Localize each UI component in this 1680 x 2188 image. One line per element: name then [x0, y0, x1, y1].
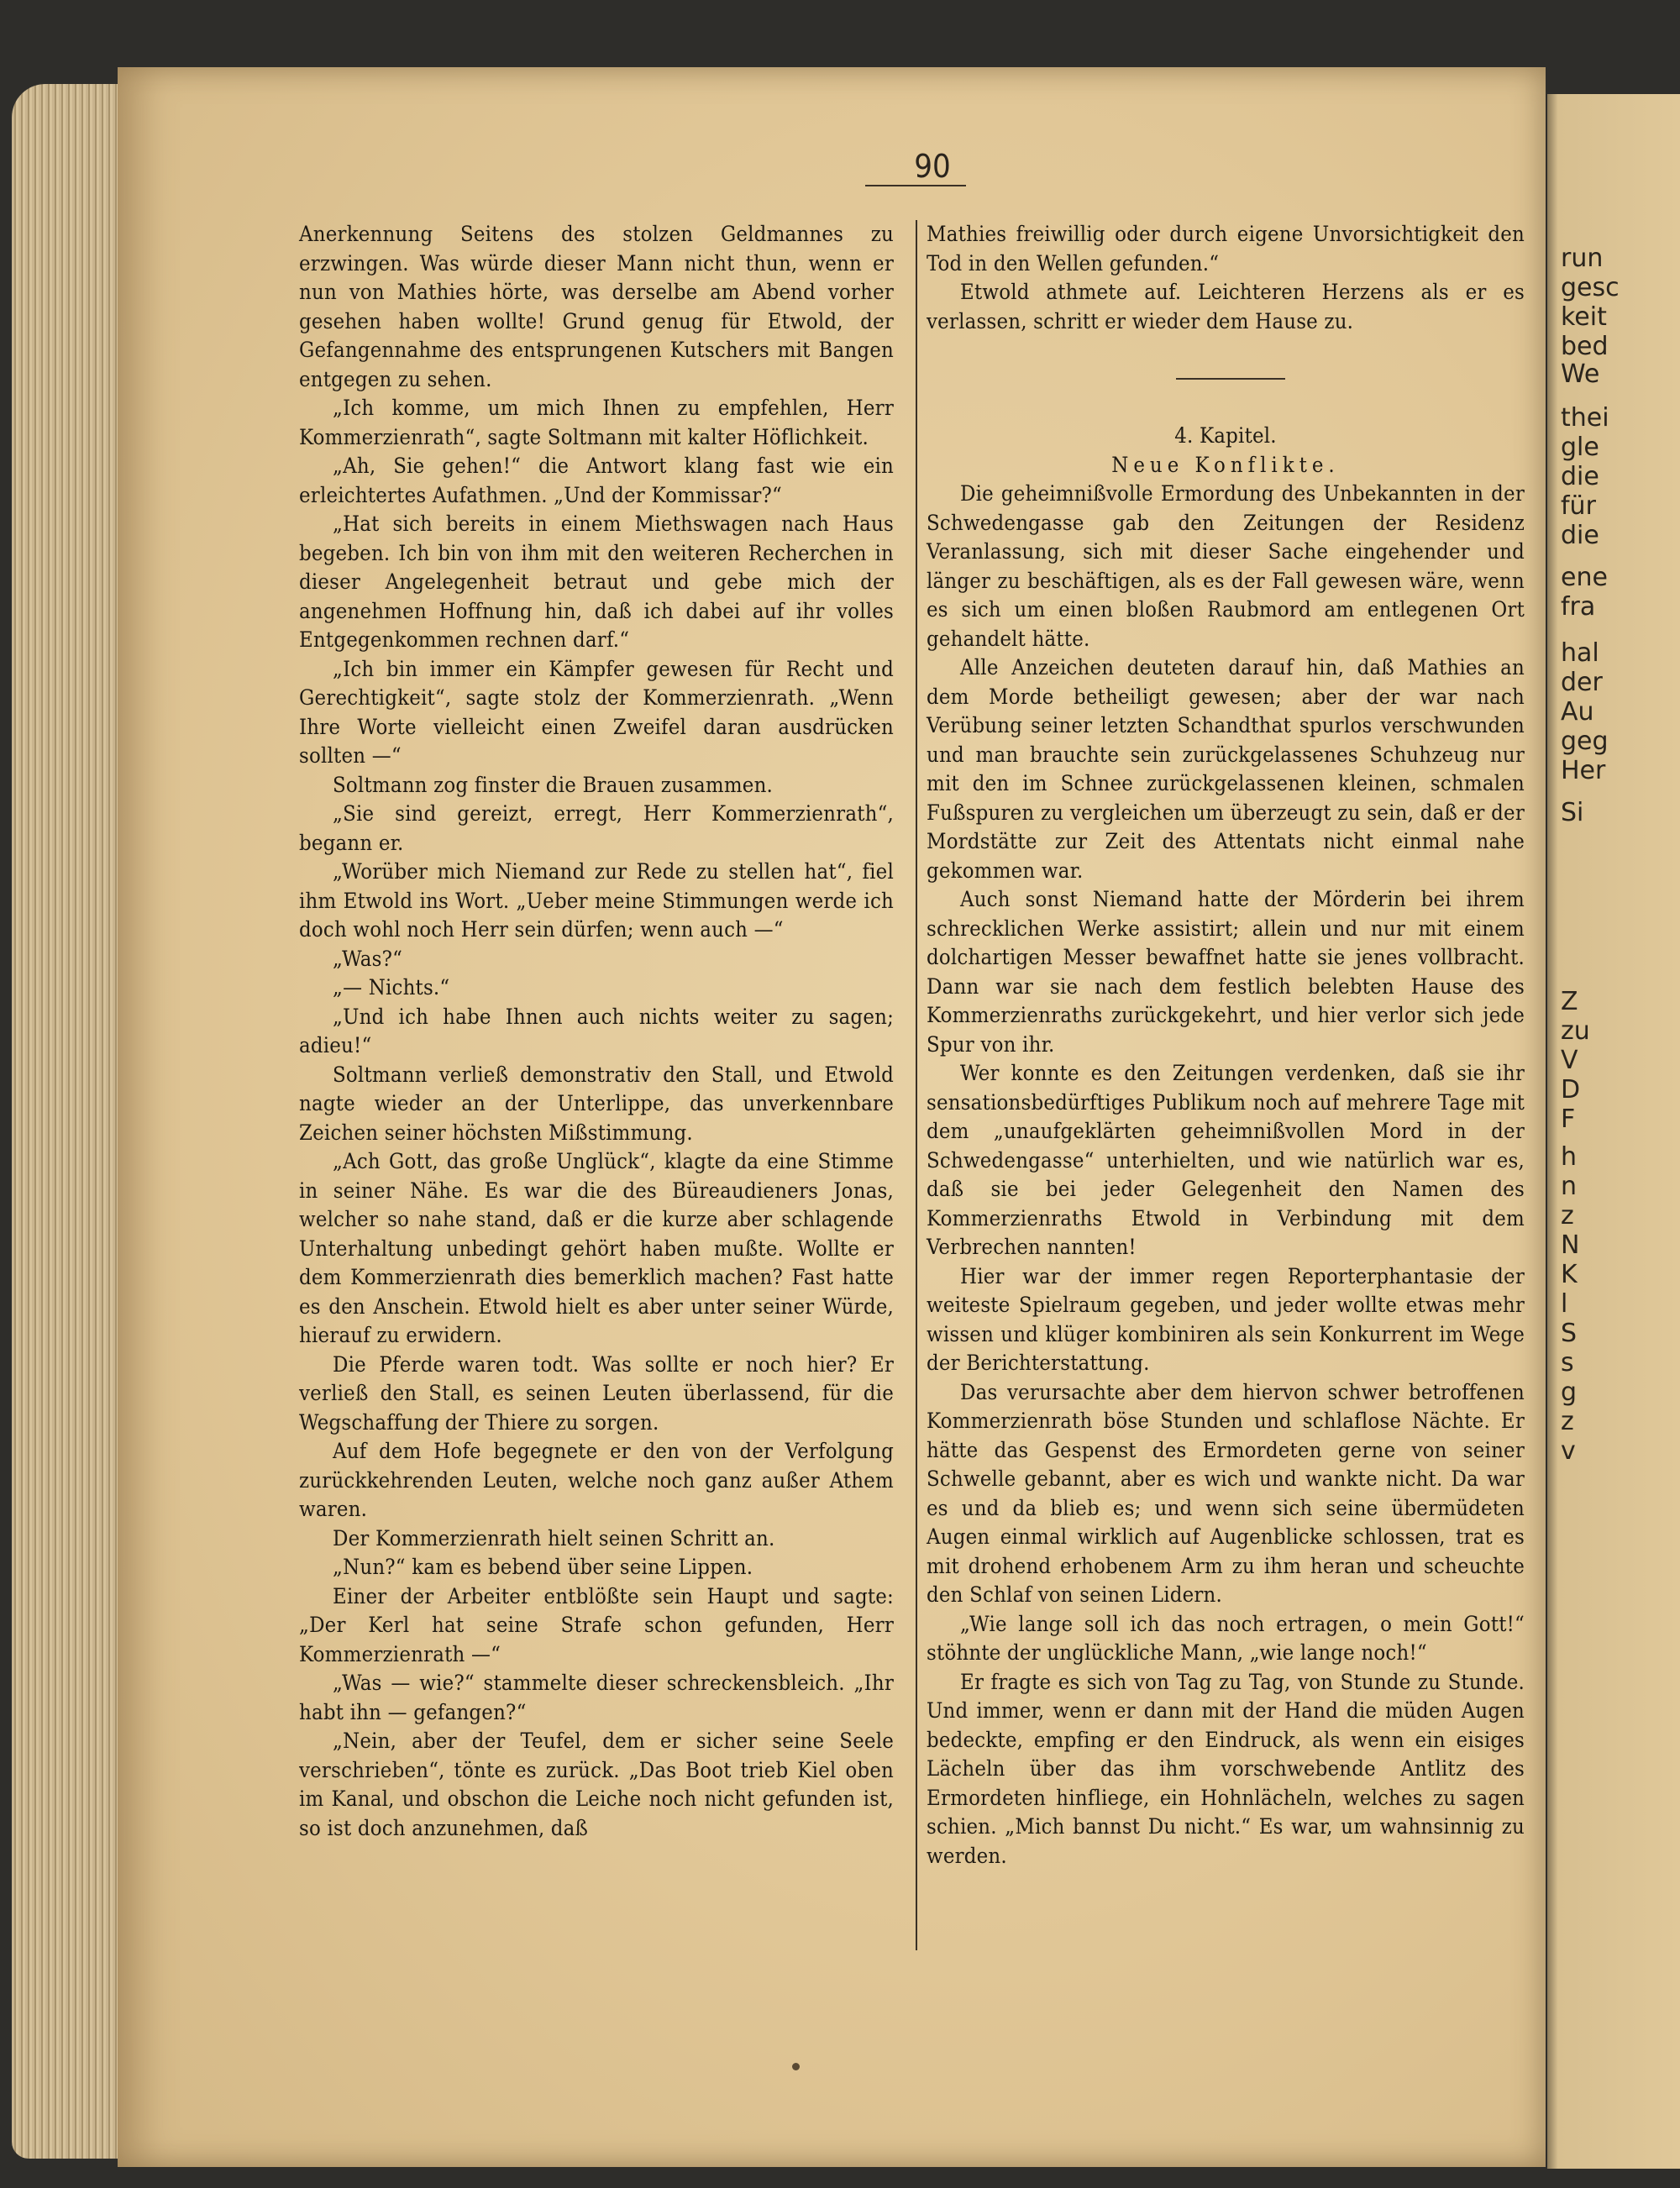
- paragraph: „Nun?“ kam es bebend über seine Lippen.: [333, 1555, 753, 1580]
- facing-page-fragment: geg: [1561, 727, 1609, 756]
- facing-page-fragment: l: [1561, 1289, 1568, 1319]
- paragraph: „Sie sind gereizt, erregt, Herr Kommerzienrath“, begann er.: [299, 801, 894, 856]
- paragraph: „Hat sich bereits in einem Miethswagen nach Haus begeben. Ich bin von ihm mit den weiteren Recherchen in dieser Angelegenheit betraut und gebe mich der angenehmen Hoffnung hin, daß ich dabei auf ihr volles Entgegenkommen rechnen darf.“: [299, 512, 894, 653]
- facing-page-fragment: F: [1561, 1104, 1576, 1134]
- facing-page-fragment: zu: [1561, 1016, 1590, 1046]
- facing-page-fragment: der: [1561, 668, 1603, 697]
- right-column: [927, 220, 1525, 1871]
- paragraph: „Was — wie?“ stammelte dieser schreckensbleich. „Ihr habt ihn — gefangen?“: [299, 1671, 894, 1725]
- paragraph: Auf dem Hofe begegnete er den von der Verfolgung zurückkehrenden Leuten, welche noch ganz außer Athem waren.: [299, 1439, 894, 1522]
- paragraph: „Was?“: [333, 946, 403, 972]
- facing-page-fragment: N: [1561, 1230, 1580, 1260]
- paragraph: „Wie lange soll ich das noch ertragen, o mein Gott!“ stöhnte der unglückliche Mann, „wie lange noch!“: [927, 1611, 1525, 1666]
- facing-page-fragment: z: [1561, 1407, 1574, 1436]
- facing-page-fragment: z: [1561, 1201, 1574, 1230]
- facing-page-fragment: thei: [1561, 403, 1609, 433]
- facing-page-fragment: Z: [1561, 987, 1578, 1016]
- paragraph: Das verursachte aber dem hiervon schwer betroffenen Kommerzienrath böse Stunden und schlaflose Nächte. Er hätte das Gespenst des Ermordeten gerne von seiner Schwelle gebannt, aber es wich und wankte nicht. Da war es und da blieb es; und wenn sich seine übermüdeten Augen einmal wirklich auf Augenblicke schlossen, trat es mit drohend erhobenem Arm zu ihm heran und scheuchte den Schlaf von seinen Lidern.: [927, 1379, 1525, 1608]
- paragraph: Soltmann zog finster die Brauen zusammen.: [333, 772, 774, 798]
- paragraph: Die geheimnißvolle Ermordung des Unbekannten in der Schwedengasse gab den Zeitungen der Residenz Veranlassung, sich mit dieser Sache eingehender und länger zu beschäftigen, als es der Fall gewesen wäre, wenn es sich um einen bloßen Raubmord am entlegenen Ort gehandelt hätte.: [927, 481, 1525, 652]
- facing-page-fragment: fra: [1561, 592, 1596, 622]
- facing-page-fragment: v: [1561, 1436, 1576, 1466]
- facing-page-fragment: Her: [1561, 756, 1606, 785]
- facing-page-fragment: V: [1561, 1046, 1578, 1075]
- facing-page-fragment: gle: [1561, 433, 1599, 462]
- paragraph: „Ich bin immer ein Kämpfer gewesen für Recht und Gerechtigkeit“, sagte stolz der Kommerzienrath. „Wenn Ihre Worte vielleicht einen Zweifel daran ausdrücken sollten —“: [299, 656, 894, 769]
- chapter-title: Neue Konflikte.: [1111, 452, 1340, 478]
- facing-page-fragment: s: [1561, 1348, 1574, 1377]
- column-divider: [916, 220, 917, 1950]
- facing-page-fragment: die: [1561, 521, 1599, 550]
- facing-page-fragment: die: [1561, 462, 1599, 491]
- paragraph: Auch sonst Niemand hatte der Mörderin bei ihrem schrecklichen Werke assistirt; allein und nur mit einem dolchartigen Messer bewaffnet hatte sie jenes vollbracht. Dann war sie nach dem festlich belebten Hause des Kommerzienraths zurückgekehrt, und hier verlor sich jede Spur von ihr.: [927, 887, 1525, 1057]
- paragraph: Er fragte es sich von Tag zu Tag, von Stunde zu Stunde. Und immer, wenn er dann mit der Hand die müden Augen bedeckte, empfing er den Eindruck, als wenn ein eisiges Lächeln über das ihm vorschwebende Antlitz des Ermordeten hinfliege, ein Hohnlächeln, welches zu sagen schien. „Mich bannst Du nicht.“ Es war, um wahnsinnig zu werden.: [927, 1669, 1525, 1869]
- paragraph: Die Pferde waren todt. Was sollte er noch hier? Er verließ den Stall, es seinen Leuten überlassend, für die Wegschaffung der Thiere zu sorgen.: [299, 1351, 894, 1435]
- facing-page-fragment: für: [1561, 491, 1596, 521]
- facing-page-fragment: hal: [1561, 638, 1599, 668]
- left-column: [299, 220, 894, 1843]
- facing-page-fragment: keit: [1561, 302, 1607, 332]
- facing-page-fragment: gesc: [1561, 273, 1620, 302]
- facing-page-fragment: D: [1561, 1075, 1581, 1104]
- facing-page-fragment: run: [1561, 244, 1604, 273]
- facing-page-fragment: Si: [1561, 798, 1584, 827]
- paragraph: Einer der Arbeiter entblößte sein Haupt und sagte: „Der Kerl hat seine Strafe schon gefunden, Herr Kommerzienrath —“: [299, 1583, 894, 1667]
- paragraph: „Worüber mich Niemand zur Rede zu stellen hat“, fiel ihm Etwold ins Wort. „Ueber meine Stimmungen werde ich doch wohl noch Herr sein dürfen; wenn auch —“: [299, 859, 894, 942]
- facing-page-fragment: g: [1561, 1377, 1578, 1407]
- page-number: 90: [914, 148, 951, 185]
- chapter-number: 4. Kapitel.: [1174, 423, 1277, 449]
- page-blemish: [792, 2063, 800, 2070]
- facing-page-fragment: K: [1561, 1260, 1578, 1289]
- facing-page-fragment: Au: [1561, 697, 1594, 727]
- paragraph: „— Nichts.“: [333, 975, 450, 1000]
- paragraph: Alle Anzeichen deuteten darauf hin, daß Mathies an dem Morde betheiligt gewesen; aber der war nach Verübung seiner letzten Schandthat spurlos verschwunden und man brauchte sein zurückgelassenes Schuhzeug nur mit den im Schnee zurückgelassenen kleinen, schmalen Fußspuren zu vergleichen um überzeugt zu sein, daß er der Mordstätte zur Zeit des Attentats nicht einmal nahe gekommen war.: [927, 655, 1525, 884]
- section-spacer: [927, 336, 1525, 396]
- paragraph: Anerkennung Seitens des stolzen Geldmannes zu erzwingen. Was würde dieser Mann nicht thun, wenn er nun von Mathies hörte, was derselbe am Abend vorher gesehen haben wollte! Grund genug für Etwold, der Gefangennahme des entsprungenen Kutschers mit Bangen entgegen zu sehen.: [299, 222, 894, 392]
- header-rule: [865, 185, 966, 186]
- facing-page-fragment: S: [1561, 1319, 1578, 1348]
- paragraph: „Nein, aber der Teufel, dem er sicher seine Seele verschrieben“, tönte es zurück. „Das Boot trieb Kiel oben im Kanal, und obschon die Leiche noch nicht gefunden ist, so ist doch anzunehmen, daß: [299, 1729, 894, 1841]
- facing-page-fragment: We: [1561, 359, 1600, 389]
- paragraph: „Ah, Sie gehen!“ die Antwort klang fast wie ein erleichtertes Aufathmen. „Und der Kommissar?“: [299, 454, 894, 508]
- section-rule: [1176, 378, 1285, 380]
- facing-page-fragment: h: [1561, 1142, 1578, 1172]
- paragraph: „Und ich habe Ihnen auch nichts weiter zu sagen; adieu!“: [299, 1004, 894, 1058]
- facing-page-edge: [1547, 94, 1680, 2169]
- paragraph: Etwold athmete auf. Leichteren Herzens als er es verlassen, schritt er wieder dem Hause zu.: [927, 280, 1525, 334]
- facing-page-fragment: n: [1561, 1172, 1578, 1201]
- paragraph: Hier war der immer regen Reporterphantasie der weiteste Spielraum gegeben, und jeder wollte etwas mehr wissen und klüger kombiniren als sein Konkurrent im Wege der Berichterstattung.: [927, 1263, 1525, 1376]
- facing-page-fragment: bed: [1561, 332, 1609, 361]
- paragraph: Der Kommerzienrath hielt seinen Schritt an.: [333, 1525, 775, 1551]
- facing-page-fragment: ene: [1561, 563, 1608, 592]
- paragraph: Soltmann verließ demonstrativ den Stall, und Etwold nagte wieder an der Unterlippe, das unverkennbare Zeichen seiner höchsten Mißstimmung.: [299, 1062, 894, 1146]
- paragraph: „Ich komme, um mich Ihnen zu empfehlen, Herr Kommerzienrath“, sagte Soltmann mit kalter Höflichkeit.: [299, 396, 894, 450]
- paragraph: Wer konnte es den Zeitungen verdenken, daß sie ihr sensationsbedürftiges Publikum noch auf mehrere Tage mit dem „unaufgeklärten geheimnißvollen Mord in der Schwedengasse“ unterhielten, und wie natürlich war es, daß sie bei jeder Gelegenheit den Namen des Kommerzienraths Etwold in Verbindung mit dem Verbrechen nannten!: [927, 1061, 1525, 1260]
- paragraph: „Ach Gott, das große Unglück“, klagte da eine Stimme in seiner Nähe. Es war die des Büreaudieners Jonas, welcher so nahe stand, daß er die kurze aber schlagende Unterhaltung unbedingt gehört haben mußte. Wollte er dem Kommerzienrath dies bemerklich machen? Fast hatte es den Anschein. Etwold hielt es aber unter seiner Würde, hierauf zu erwidern.: [299, 1149, 894, 1348]
- paragraph-continuation: Mathies freiwillig oder durch eigene Unvorsichtigkeit den Tod in den Wellen gefunden.“: [927, 222, 1525, 276]
- chapter-body: [927, 480, 1525, 1871]
